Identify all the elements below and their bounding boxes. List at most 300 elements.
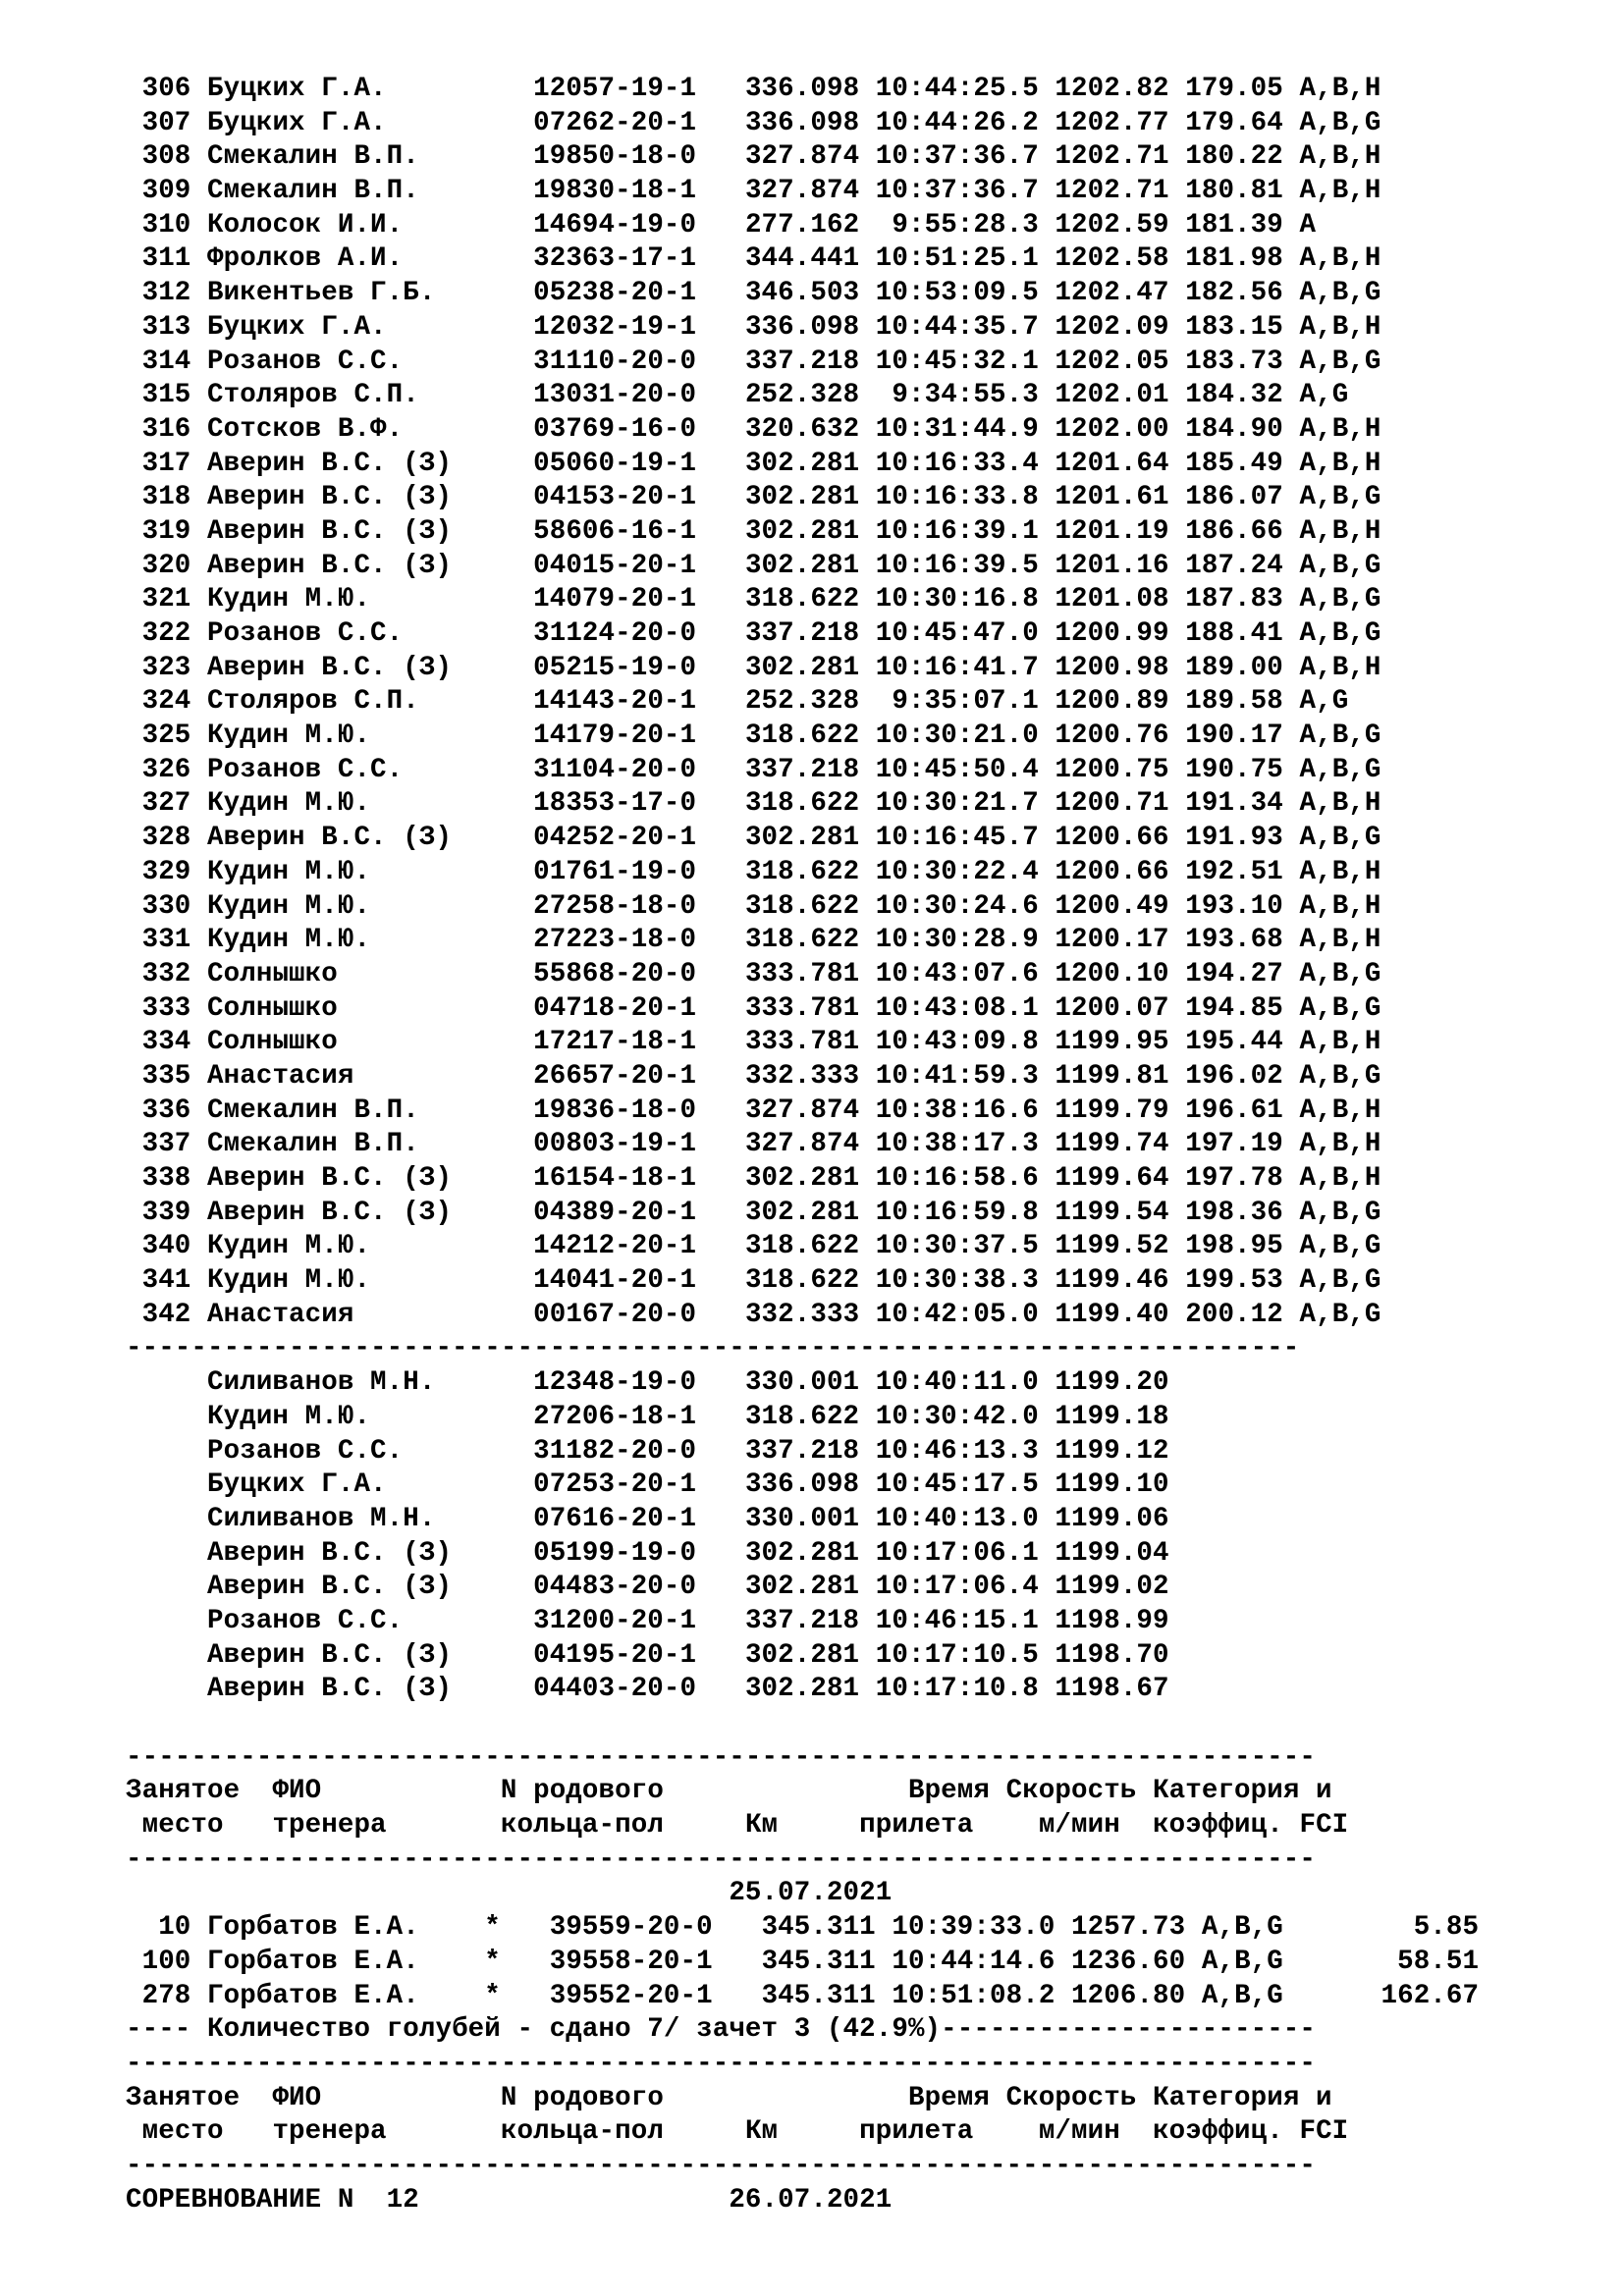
- place: 312: [126, 278, 191, 309]
- speed: 1199.46: [1055, 1265, 1169, 1297]
- arrival-time: 10:44:26.2: [875, 107, 1039, 138]
- result-row: [126, 890, 1479, 925]
- trainer-name: Розанов С.С.: [207, 1605, 501, 1636]
- speed: 1199.52: [1055, 1231, 1169, 1262]
- ring-number: 14143-20-1: [533, 686, 697, 718]
- arrival-time: 10:43:09.8: [875, 1027, 1039, 1058]
- trainer-name: Горбатов Е.А.: [207, 1912, 419, 1944]
- distance-km: 277.162: [744, 209, 860, 240]
- distance-km: 318.622: [744, 925, 860, 956]
- category: A,B,H: [1299, 176, 1381, 207]
- result-row: [126, 583, 1479, 617]
- fci-coefficient: 194.85: [1185, 992, 1283, 1024]
- header-ring: N родового: [500, 1776, 664, 1807]
- header-category: Категория и: [1153, 1776, 1332, 1807]
- speed: 1199.54: [1055, 1197, 1169, 1228]
- distance-km: 336.098: [744, 74, 860, 104]
- category: A,B,G: [1299, 823, 1381, 854]
- ring-number: 32363-17-1: [533, 243, 697, 275]
- fci-coefficient: 186.07: [1185, 482, 1283, 513]
- footer: [126, 2184, 1479, 2218]
- arrival-time: 10:45:50.4: [875, 754, 1039, 785]
- arrival-time: 9:55:28.3: [875, 209, 1039, 240]
- distance-km: 332.333: [744, 1299, 860, 1330]
- arrival-time: 10:16:59.8: [875, 1197, 1039, 1228]
- ring-number: 07616-20-1: [533, 1503, 697, 1534]
- competition-number: 12: [386, 2184, 419, 2216]
- place: 334: [126, 1027, 191, 1058]
- speed: 1199.10: [1055, 1469, 1169, 1501]
- fci-coefficient: 179.05: [1185, 74, 1283, 104]
- unranked-row: [126, 1468, 1479, 1503]
- fci-coefficient: 179.64: [1185, 107, 1283, 138]
- category: A,B,H: [1299, 1163, 1381, 1194]
- header-ring: кольца-пол: [500, 2116, 664, 2148]
- place: 278: [126, 1980, 191, 2011]
- speed: 1199.74: [1055, 1129, 1169, 1160]
- ring-number: 04195-20-1: [533, 1639, 697, 1671]
- category: A,B,G: [1299, 278, 1381, 309]
- speed: 1198.67: [1055, 1674, 1169, 1705]
- result-row: [126, 685, 1479, 720]
- speed: 1199.12: [1055, 1435, 1169, 1467]
- summary-line: ---- Количество голубей - сдано 7/ зачет 3 (42.9%)-----------------------: [126, 2014, 1317, 2046]
- distance-km: 318.622: [744, 856, 860, 887]
- arrival-time: 10:37:36.7: [875, 176, 1039, 207]
- arrival-time: 10:43:08.1: [875, 992, 1039, 1024]
- category: A,B,G: [1299, 1197, 1381, 1228]
- place: 329: [126, 856, 191, 887]
- speed: 1200.10: [1055, 958, 1169, 989]
- ring-number: 07253-20-1: [533, 1469, 697, 1501]
- ring-number: 39559-20-0: [549, 1912, 713, 1944]
- place: 337: [126, 1129, 191, 1160]
- distance-km: 327.874: [744, 1129, 860, 1160]
- place: 309: [126, 176, 191, 207]
- trainer-name: Сотсков В.Ф.: [207, 413, 501, 445]
- category: A,B,G: [1201, 1912, 1283, 1944]
- fci-coefficient: 182.56: [1185, 278, 1283, 309]
- unranked-row: [126, 1571, 1479, 1605]
- competition-label: СОРЕВНОВАНИЕ N: [126, 2184, 354, 2216]
- fci-coefficient: 180.81: [1185, 176, 1283, 207]
- distance-km: 320.632: [744, 413, 860, 445]
- trainer-name: Силиванов М.Н.: [207, 1503, 501, 1534]
- arrival-time: 10:38:17.3: [875, 1129, 1039, 1160]
- arrival-time: 10:16:41.7: [875, 652, 1039, 683]
- arrival-time: 10:45:17.5: [875, 1469, 1039, 1501]
- distance-km: 318.622: [744, 1265, 860, 1297]
- place: 335: [126, 1060, 191, 1092]
- place: 328: [126, 823, 191, 854]
- speed: 1199.18: [1055, 1401, 1169, 1432]
- trainer-name: Буцких Г.А.: [207, 74, 501, 104]
- ring-number: 00803-19-1: [533, 1129, 697, 1160]
- place: 338: [126, 1163, 191, 1194]
- ring-number: 07262-20-1: [533, 107, 697, 138]
- ring-number: 27258-18-0: [533, 890, 697, 922]
- distance-km: 252.328: [744, 686, 860, 718]
- result-row: [126, 140, 1479, 175]
- category: A,B,G: [1299, 550, 1381, 581]
- ring-number: 03769-16-0: [533, 413, 697, 445]
- arrival-time: 10:30:21.7: [875, 788, 1039, 820]
- trainer-name: Буцких Г.А.: [207, 311, 501, 343]
- trainer-name: Столяров С.П.: [207, 380, 501, 411]
- distance-km: 318.622: [744, 721, 860, 752]
- arrival-time: 10:31:44.9: [875, 413, 1039, 445]
- speed: 1202.47: [1055, 278, 1169, 309]
- fci-coefficient: 190.17: [1185, 721, 1283, 752]
- distance-km: 302.281: [744, 1572, 860, 1603]
- category: A,B,H: [1299, 1095, 1381, 1126]
- fci-coefficient: 187.24: [1185, 550, 1283, 581]
- result-row: [126, 1299, 1479, 1333]
- arrival-time: 10:46:15.1: [875, 1605, 1039, 1636]
- arrival-time: 10:43:07.6: [875, 958, 1039, 989]
- ring-number: 00167-20-0: [533, 1299, 697, 1330]
- arrival-time: 10:38:16.6: [875, 1095, 1039, 1126]
- category: A,B,H: [1299, 1027, 1381, 1058]
- place: 340: [126, 1231, 191, 1262]
- trainer-name: Смекалин В.П.: [207, 1095, 501, 1126]
- ring-number: 05199-19-0: [533, 1537, 697, 1569]
- result-row: [126, 448, 1479, 482]
- place: 325: [126, 721, 191, 752]
- arrival-time: 10:16:33.8: [875, 482, 1039, 513]
- speed: 1199.20: [1055, 1367, 1169, 1399]
- speed: 1202.82: [1055, 74, 1169, 104]
- category: A,B,H: [1299, 74, 1381, 104]
- unranked-row: [126, 1639, 1479, 1674]
- trainer-name: Фролков А.И.: [207, 243, 501, 275]
- header-place: Занятое: [126, 1776, 256, 1807]
- place: 307: [126, 107, 191, 138]
- distance-km: 302.281: [744, 515, 860, 547]
- trainer-name: Аверин В.С. (З): [207, 1537, 501, 1569]
- arrival-time: 10:51:25.1: [875, 243, 1039, 275]
- header-km: Км: [744, 1810, 779, 1842]
- speed: 1200.66: [1055, 823, 1169, 854]
- category: A,G: [1299, 380, 1349, 411]
- arrival-time: 10:17:06.1: [875, 1537, 1039, 1569]
- speed: 1198.99: [1055, 1605, 1169, 1636]
- fci-coefficient: 186.66: [1185, 515, 1283, 547]
- result-row: [126, 379, 1479, 413]
- trainer-name: Буцких Г.А.: [207, 1469, 501, 1501]
- trainer-name: Кудин М.Ю.: [207, 788, 501, 820]
- trainer-name: Аверин В.С. (З): [207, 550, 501, 581]
- place: 336: [126, 1095, 191, 1126]
- place: 324: [126, 686, 191, 718]
- trainer-row: [126, 1911, 1479, 1946]
- unranked-row: [126, 1366, 1479, 1401]
- place: 322: [126, 618, 191, 649]
- ring-number: 04483-20-0: [533, 1572, 697, 1603]
- place: 331: [126, 925, 191, 956]
- fci-coefficient: 181.39: [1185, 209, 1283, 240]
- result-row: [126, 1162, 1479, 1197]
- fci-coefficient: 5.85: [1299, 1912, 1480, 1944]
- header-name: ФИО: [272, 1776, 485, 1807]
- distance-km: 302.281: [744, 1537, 860, 1569]
- speed: 1200.98: [1055, 652, 1169, 683]
- speed: 1199.02: [1055, 1572, 1169, 1603]
- ring-number: 12032-19-1: [533, 311, 697, 343]
- speed: 1200.76: [1055, 721, 1169, 752]
- arrival-time: 10:16:39.1: [875, 515, 1039, 547]
- fci-coefficient: 199.53: [1185, 1265, 1283, 1297]
- place: 314: [126, 346, 191, 377]
- distance-km: 333.781: [744, 1027, 860, 1058]
- distance-km: 333.781: [744, 958, 860, 989]
- arrival-time: 9:34:55.3: [875, 380, 1039, 411]
- category: A,B,H: [1299, 652, 1381, 683]
- distance-km: 318.622: [744, 1401, 860, 1432]
- result-row: [126, 720, 1479, 754]
- unranked-row: [126, 1503, 1479, 1537]
- ring-number: 04153-20-1: [533, 482, 697, 513]
- header-place: место: [141, 1810, 256, 1842]
- distance-km: 318.622: [744, 788, 860, 820]
- place: 327: [126, 788, 191, 820]
- speed: 1202.58: [1055, 243, 1169, 275]
- header-time: Время: [907, 1776, 990, 1807]
- distance-km: 337.218: [744, 346, 860, 377]
- result-row: [126, 515, 1479, 550]
- speed: 1199.64: [1055, 1163, 1169, 1194]
- speed: 1199.81: [1055, 1060, 1169, 1092]
- result-row: [126, 481, 1479, 515]
- header-speed: м/мин: [1038, 2116, 1120, 2148]
- ring-number: 55868-20-0: [533, 958, 697, 989]
- arrival-time: 10:40:13.0: [875, 1503, 1039, 1534]
- ring-number: 16154-18-1: [533, 1163, 697, 1194]
- place: 341: [126, 1265, 191, 1297]
- trainer-name: Смекалин В.П.: [207, 141, 501, 173]
- arrival-time: 10:30:28.9: [875, 925, 1039, 956]
- ring-number: 31200-20-1: [533, 1605, 697, 1636]
- category: A,B,G: [1299, 992, 1381, 1024]
- speed: 1199.40: [1055, 1299, 1169, 1330]
- arrival-time: 10:16:39.5: [875, 550, 1039, 581]
- ring-number: 39558-20-1: [549, 1946, 713, 1977]
- speed: 1200.89: [1055, 686, 1169, 718]
- ring-number: 14079-20-1: [533, 584, 697, 615]
- arrival-time: 10:45:32.1: [875, 346, 1039, 377]
- arrival-time: 10:30:38.3: [875, 1265, 1039, 1297]
- ring-number: 17217-18-1: [533, 1027, 697, 1058]
- trainer-name: Колосок И.И.: [207, 209, 501, 240]
- arrival-time: 10:17:06.4: [875, 1572, 1039, 1603]
- header-speed: Скорость: [1005, 2082, 1137, 2113]
- place: 339: [126, 1197, 191, 1228]
- category: A,B,G: [1299, 618, 1381, 649]
- distance-km: 302.281: [744, 448, 860, 479]
- ring-number: 18353-17-0: [533, 788, 697, 820]
- trainer-name: Буцких Г.А.: [207, 107, 501, 138]
- speed: 1200.49: [1055, 890, 1169, 922]
- result-row: [126, 413, 1479, 448]
- trainer-row: [126, 1946, 1479, 1980]
- result-row: [126, 242, 1479, 277]
- category: A,B,H: [1299, 413, 1381, 445]
- category: A,B,H: [1299, 448, 1381, 479]
- arrival-time: 10:30:37.5: [875, 1231, 1039, 1262]
- distance-km: 327.874: [744, 176, 860, 207]
- category: A,B,H: [1299, 925, 1381, 956]
- ring-number: 19850-18-0: [533, 141, 697, 173]
- distance-km: 302.281: [744, 1639, 860, 1671]
- arrival-time: 10:40:11.0: [875, 1367, 1039, 1399]
- category: A,B,H: [1299, 788, 1381, 820]
- trainer-name: Анастасия: [207, 1060, 501, 1092]
- separator-line: -------------------------------------------------------------------------: [126, 1843, 1316, 1875]
- fci-coefficient: 180.22: [1185, 141, 1283, 173]
- fci-coefficient: 194.27: [1185, 958, 1283, 989]
- trainer-name: Розанов С.С.: [207, 1435, 501, 1467]
- category: A,B,G: [1299, 1265, 1381, 1297]
- date: 25.07.2021: [729, 1878, 893, 1909]
- place: 326: [126, 754, 191, 785]
- trainer-name: Аверин В.С. (З): [207, 823, 501, 854]
- speed: 1201.64: [1055, 448, 1169, 479]
- fci-coefficient: 193.68: [1185, 925, 1283, 956]
- fci-coefficient: 197.78: [1185, 1163, 1283, 1194]
- result-row: [126, 754, 1479, 788]
- distance-km: 327.874: [744, 1095, 860, 1126]
- speed: 1200.99: [1055, 618, 1169, 649]
- fci-coefficient: 183.15: [1185, 311, 1283, 343]
- trainer-name: Аверин В.С. (З): [207, 482, 501, 513]
- speed: 1201.08: [1055, 584, 1169, 615]
- result-row: [126, 107, 1479, 141]
- ring-number: 12057-19-1: [533, 74, 697, 104]
- arrival-time: 10:17:10.5: [875, 1639, 1039, 1671]
- ring-number: 19830-18-1: [533, 176, 697, 207]
- place: 310: [126, 209, 191, 240]
- header-category: коэффиц. FCI: [1153, 1810, 1349, 1842]
- place: 319: [126, 515, 191, 547]
- header-speed: Скорость: [1005, 1776, 1137, 1807]
- ring-number: 05215-19-0: [533, 652, 697, 683]
- trainer-name: Горбатов Е.А.: [207, 1980, 419, 2011]
- result-row: [126, 787, 1479, 822]
- trainer-name: Солнышко: [207, 1027, 501, 1058]
- distance-km: 336.098: [744, 107, 860, 138]
- summary-prefix: ----: [126, 2014, 191, 2046]
- result-row: [126, 346, 1479, 380]
- trainer-name: Солнышко: [207, 992, 501, 1024]
- column-header: [126, 1775, 1479, 1809]
- result-row: [126, 277, 1479, 311]
- trainer-name: Столяров С.П.: [207, 686, 501, 718]
- fci-coefficient: 191.34: [1185, 788, 1283, 820]
- fci-coefficient: 200.12: [1185, 1299, 1283, 1330]
- place: 306: [126, 74, 191, 104]
- speed: 1200.07: [1055, 992, 1169, 1024]
- separator-line: -------------------------------------------------------------------------: [126, 2048, 1316, 2079]
- ring-number: 05060-19-1: [533, 448, 697, 479]
- trainer-name: Горбатов Е.А.: [207, 1946, 419, 1977]
- ring-number: 26657-20-1: [533, 1060, 697, 1092]
- speed: 1199.06: [1055, 1503, 1169, 1534]
- ring-number: 31124-20-0: [533, 618, 697, 649]
- ring-number: 13031-20-0: [533, 380, 697, 411]
- category: A,B,H: [1299, 1129, 1381, 1160]
- speed: 1202.05: [1055, 346, 1169, 377]
- result-row: [126, 209, 1479, 243]
- speed: 1201.19: [1055, 515, 1169, 547]
- category: A,B,G: [1299, 958, 1381, 989]
- ring-number: 14694-19-0: [533, 209, 697, 240]
- arrival-time: 10:30:42.0: [875, 1401, 1039, 1432]
- header-ring: кольца-пол: [500, 1810, 664, 1842]
- speed: 1236.60: [1071, 1946, 1186, 1977]
- result-row: [126, 1264, 1479, 1299]
- fci-coefficient: 188.41: [1185, 618, 1283, 649]
- fci-coefficient: 195.44: [1185, 1027, 1283, 1058]
- place: 321: [126, 584, 191, 615]
- header-name: ФИО: [272, 2082, 485, 2113]
- category: A,B,H: [1299, 890, 1381, 922]
- speed: 1200.17: [1055, 925, 1169, 956]
- arrival-time: 10:30:22.4: [875, 856, 1039, 887]
- arrival-time: 10:16:58.6: [875, 1163, 1039, 1194]
- speed: 1257.73: [1071, 1912, 1186, 1944]
- trainer-name: Анастасия: [207, 1299, 501, 1330]
- fci-coefficient: 58.51: [1299, 1946, 1480, 1977]
- column-header: [126, 2082, 1479, 2116]
- arrival-time: 10:16:33.4: [875, 448, 1039, 479]
- column-header: [126, 1809, 1479, 1843]
- trainer-name: Кудин М.Ю.: [207, 584, 501, 615]
- fci-coefficient: 181.98: [1185, 243, 1283, 275]
- speed: 1202.09: [1055, 311, 1169, 343]
- distance-km: 337.218: [744, 754, 860, 785]
- trainer-name: Аверин В.С. (З): [207, 1197, 501, 1228]
- column-header: [126, 2115, 1479, 2150]
- arrival-time: 10:53:09.5: [875, 278, 1039, 309]
- ring-number: 05238-20-1: [533, 278, 697, 309]
- trainer-name: Викентьев Г.Б.: [207, 278, 501, 309]
- category: A,B,G: [1299, 107, 1381, 138]
- speed: 1201.61: [1055, 482, 1169, 513]
- ring-number: 04015-20-1: [533, 550, 697, 581]
- trainer-name: Розанов С.С.: [207, 346, 501, 377]
- distance-km: 337.218: [744, 1605, 860, 1636]
- arrival-time: 10:17:10.8: [875, 1674, 1039, 1705]
- header-time: прилета: [859, 1810, 974, 1842]
- distance-km: 345.311: [761, 1980, 876, 2011]
- speed: 1200.75: [1055, 754, 1169, 785]
- category: A,B,G: [1299, 754, 1381, 785]
- trainer-row: [126, 1980, 1479, 2014]
- result-row: [126, 1060, 1479, 1095]
- fci-coefficient: 196.61: [1185, 1095, 1283, 1126]
- distance-km: 302.281: [744, 550, 860, 581]
- place: 330: [126, 890, 191, 922]
- distance-km: 330.001: [744, 1503, 860, 1534]
- fci-coefficient: 184.32: [1185, 380, 1283, 411]
- header-time: прилета: [859, 2116, 974, 2148]
- header-time: Время: [907, 2082, 990, 2113]
- category: A,B,G: [1299, 1299, 1381, 1330]
- arrival-time: 10:16:45.7: [875, 823, 1039, 854]
- speed: 1200.66: [1055, 856, 1169, 887]
- trainer-name: Смекалин В.П.: [207, 176, 501, 207]
- result-row: [126, 856, 1479, 890]
